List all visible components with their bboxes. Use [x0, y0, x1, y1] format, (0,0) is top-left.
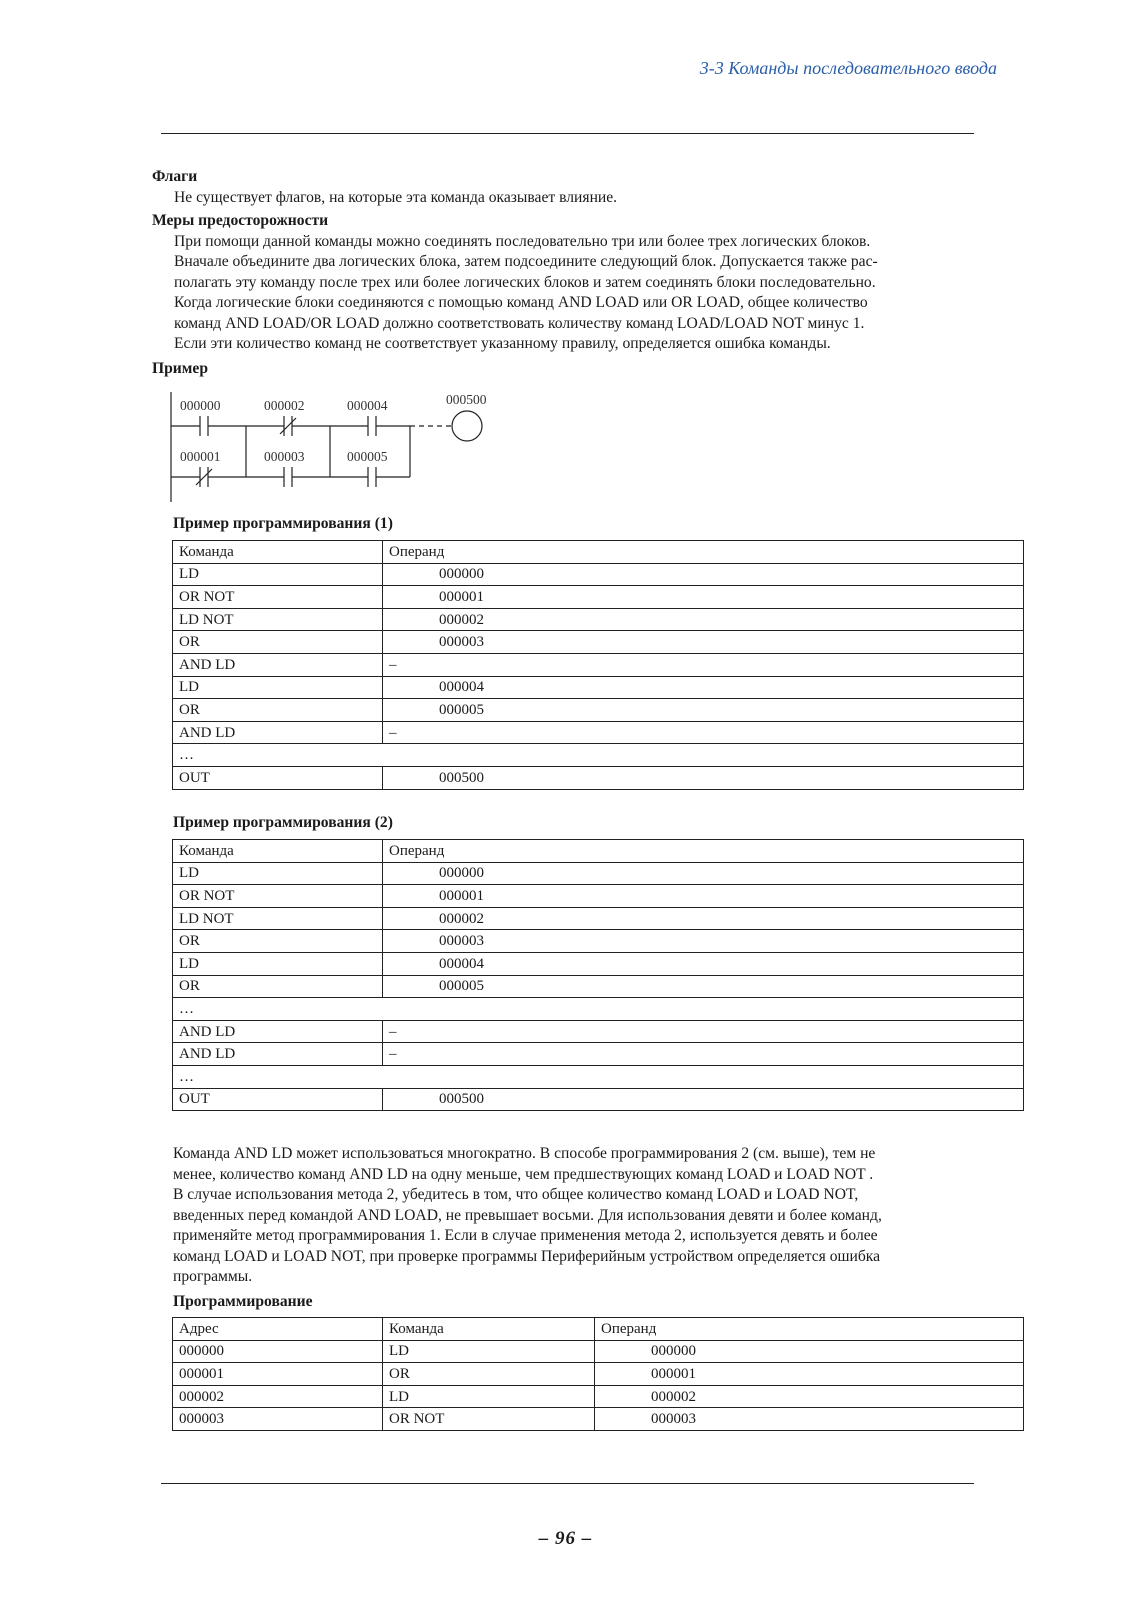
- header-cell: Операнд: [595, 1318, 1024, 1341]
- prog1-heading: Пример программирования (1): [173, 515, 393, 532]
- text-line: Команда AND LD может использоваться многократно. В способе программирования 2 (см. выше), тем не: [173, 1145, 876, 1162]
- command-cell: LD: [173, 676, 383, 699]
- operand-cell: 000004: [383, 952, 1024, 975]
- contact-no-000000: [200, 416, 208, 436]
- table-row: [173, 1020, 1024, 1043]
- operand-cell: 000003: [383, 930, 1024, 953]
- prog2-table: [172, 839, 1024, 1111]
- text-line: программы.: [173, 1268, 253, 1285]
- command-cell: AND LD: [173, 1043, 383, 1066]
- operand-cell: 000002: [383, 907, 1024, 930]
- table-row: [173, 586, 1024, 609]
- text-line: При помощи данной команды можно соединять последовательно три или более трех логических блоков.: [174, 232, 871, 250]
- command-cell: LD: [383, 1385, 595, 1408]
- address-cell: 000002: [173, 1385, 383, 1408]
- table-header-row: [173, 840, 1024, 863]
- address-cell: 000000: [173, 1340, 383, 1363]
- command-cell: LD: [173, 952, 383, 975]
- command-cell: LD: [173, 862, 383, 885]
- header-cell: Адрес: [173, 1318, 383, 1341]
- table-row: [173, 1065, 1024, 1088]
- table-row: [173, 766, 1024, 789]
- table-row: [173, 744, 1024, 767]
- operand-cell: 000001: [383, 885, 1024, 908]
- contact-label: 000004: [347, 398, 388, 413]
- operand-cell: 000003: [595, 1408, 1024, 1431]
- text-line: В случае использования метода 2, убедитесь в том, что общее количество команд LOAD и LOAD NOT,: [173, 1186, 859, 1203]
- contact-label: 000005: [347, 449, 388, 464]
- command-cell: LD NOT: [173, 907, 383, 930]
- contact-label: 000000: [180, 398, 221, 413]
- command-cell: OUT: [173, 766, 383, 789]
- operand-cell: 000500: [383, 1088, 1024, 1111]
- precautions-heading: Меры предосторожности: [152, 212, 329, 229]
- command-cell: OR NOT: [173, 586, 383, 609]
- operand-cell: 000001: [383, 586, 1024, 609]
- output-label: 000500: [446, 392, 487, 407]
- operand-cell: 000000: [383, 563, 1024, 586]
- command-cell: OR: [383, 1363, 595, 1386]
- section-header-title: 3-3 Команды последовательного ввода: [699, 58, 997, 78]
- flags-heading: Флаги: [152, 168, 198, 185]
- operand-cell: –: [383, 1020, 1024, 1043]
- command-cell: OUT: [173, 1088, 383, 1111]
- command-cell: OR: [173, 975, 383, 998]
- ellipsis-cell: …: [173, 744, 1024, 767]
- operand-cell: 000000: [383, 862, 1024, 885]
- text-line: применяйте метод программирования 1. Если в случае применения метода 2, используется девять и более: [173, 1227, 878, 1244]
- command-cell: OR: [173, 930, 383, 953]
- table-row: [173, 563, 1024, 586]
- text-line: введенных перед командой AND LOAD, не превышает восьми. Для использования девяти и более команд,: [173, 1206, 882, 1224]
- operand-cell: 000001: [595, 1363, 1024, 1386]
- precautions-text: [174, 232, 1027, 355]
- table-header-row: [173, 541, 1024, 564]
- table-row: [173, 1363, 1024, 1386]
- table-row: [173, 885, 1024, 908]
- table-row: [173, 998, 1024, 1021]
- command-cell: OR: [173, 631, 383, 654]
- table-row: [173, 1340, 1024, 1363]
- header-cell: Операнд: [383, 840, 1024, 863]
- table-row: [173, 862, 1024, 885]
- operand-cell: –: [383, 1043, 1024, 1066]
- main-content: [152, 167, 1027, 379]
- operand-cell: 000004: [383, 676, 1024, 699]
- command-cell: AND LD: [173, 1020, 383, 1043]
- prog1-table: [172, 540, 1024, 790]
- page-number: – 96 –: [538, 1528, 593, 1549]
- programming-table: [172, 1317, 1024, 1431]
- header-rule: [161, 133, 974, 134]
- table-row: [173, 975, 1024, 998]
- command-cell: OR: [173, 699, 383, 722]
- prog2-heading: Пример программирования (2): [173, 814, 393, 831]
- table-row: [173, 676, 1024, 699]
- operand-cell: –: [383, 721, 1024, 744]
- header-cell: Команда: [383, 1318, 595, 1341]
- note-paragraph: [173, 1144, 1025, 1288]
- table-row: [173, 721, 1024, 744]
- text-line: команд AND LOAD/OR LOAD должно соответствовать количеству команд LOAD/LOAD NOT минус 1.: [174, 314, 865, 332]
- table-row: [173, 1385, 1024, 1408]
- text-line: полагать эту команду после трех или более логических блоков и затем соединять блоки последовательно.: [174, 273, 876, 291]
- text-line: Вначале объедините два логических блока, затем подсоедините следующий блок. Допускается также рас-: [174, 253, 878, 270]
- table-row: [173, 699, 1024, 722]
- command-cell: AND LD: [173, 721, 383, 744]
- table-row: [173, 1088, 1024, 1111]
- programming-heading: Программирование: [173, 1293, 313, 1310]
- operand-cell: 000500: [383, 766, 1024, 789]
- table-header-row: [173, 1318, 1024, 1341]
- text-line: Если эти количество команд не соответствует указанному правилу, определяется ошибка команды.: [174, 335, 831, 352]
- flags-text: Не существует флагов, на которые эта команда оказывает влияние.: [174, 188, 618, 206]
- operand-cell: 000005: [383, 699, 1024, 722]
- contact-no-000005: [368, 467, 376, 487]
- operand-cell: –: [383, 653, 1024, 676]
- ladder-diagram: [170, 392, 510, 512]
- text-line: Когда логические блоки соединяются с помощью команд AND LOAD или OR LOAD, общее количество: [174, 294, 868, 311]
- operand-cell: 000002: [383, 608, 1024, 631]
- contact-label: 000002: [264, 398, 305, 413]
- command-cell: OR NOT: [173, 885, 383, 908]
- table-row: [173, 930, 1024, 953]
- table-row: [173, 608, 1024, 631]
- contact-no-000003: [284, 467, 292, 487]
- operand-cell: 000005: [383, 975, 1024, 998]
- command-cell: AND LD: [173, 653, 383, 676]
- header-cell: Команда: [173, 840, 383, 863]
- command-cell: LD: [383, 1340, 595, 1363]
- command-cell: LD: [173, 563, 383, 586]
- command-cell: OR NOT: [383, 1408, 595, 1431]
- command-cell: LD NOT: [173, 608, 383, 631]
- contact-label: 000003: [264, 449, 305, 464]
- footer-rule: [161, 1483, 974, 1484]
- operand-cell: 000003: [383, 631, 1024, 654]
- table-row: [173, 907, 1024, 930]
- header-cell: Команда: [173, 541, 383, 564]
- ellipsis-cell: …: [173, 998, 1024, 1021]
- operand-cell: 000002: [595, 1385, 1024, 1408]
- table-row: [173, 952, 1024, 975]
- contact-label: 000001: [180, 449, 221, 464]
- contact-no-000004: [368, 416, 376, 436]
- header-cell: Операнд: [383, 541, 1024, 564]
- table-row: [173, 1408, 1024, 1431]
- address-cell: 000003: [173, 1408, 383, 1431]
- ellipsis-cell: …: [173, 1065, 1024, 1088]
- table-row: [173, 631, 1024, 654]
- table-row: [173, 1043, 1024, 1066]
- text-line: менее, количество команд AND LD на одну меньше, чем предшествующих команд LOAD и LOAD NOT .: [173, 1165, 874, 1183]
- table-row: [173, 653, 1024, 676]
- text-line: команд LOAD и LOAD NOT, при проверке программы Периферийным устройством определяется ошибка: [173, 1247, 881, 1265]
- output-coil-000500: [452, 411, 482, 441]
- example-heading: Пример: [152, 359, 209, 377]
- operand-cell: 000000: [595, 1340, 1024, 1363]
- address-cell: 000001: [173, 1363, 383, 1386]
